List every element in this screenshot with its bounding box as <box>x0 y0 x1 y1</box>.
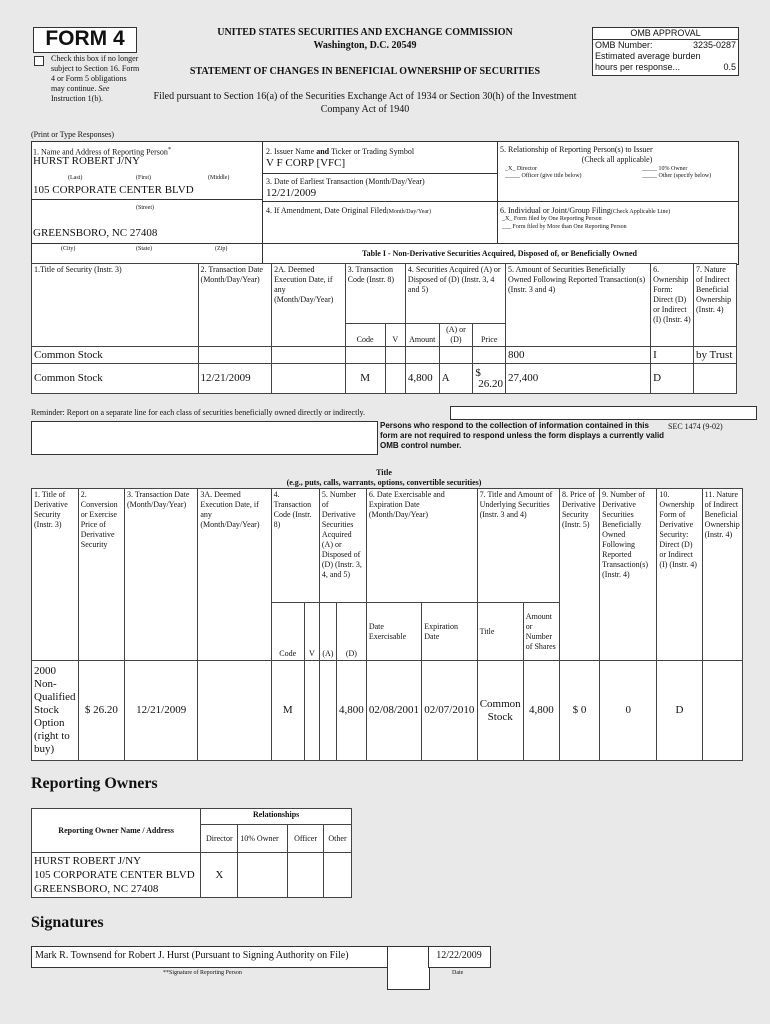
box1-label-mark: * <box>167 146 172 153</box>
t1-r1-amount <box>405 347 439 364</box>
t1-aord: (A) or (D) <box>439 324 473 347</box>
t1-r1-deemed <box>272 347 346 364</box>
t2-h3: 3. Transaction Date (Month/Day/Year) <box>124 489 197 661</box>
t1-r1-ad <box>439 347 473 364</box>
t2-r-owned: 0 <box>600 661 657 761</box>
t2-r-v <box>304 661 319 761</box>
t1-h3: 3. Transaction Code (Instr. 8) <box>345 264 405 324</box>
omb-burden-label: Estimated average burden <box>595 51 701 61</box>
box5-check: (Check all applicable) <box>581 155 653 164</box>
omb-number-row <box>593 40 738 51</box>
t1-h4: 4. Securities Acquired (A) or Disposed of (D) (Instr. 3, 4 and 5) <box>405 264 505 324</box>
t2-h7: 7. Title and Amount of Underlying Securities (Instr. 3 and 4) <box>477 489 559 603</box>
t2-r-security: 2000 Non-Qualified Stock Option (right to buy) <box>32 661 79 761</box>
owners-ten-pct: 10% Owner <box>238 825 288 853</box>
state-label: (State) <box>136 246 152 252</box>
t1-r2-price: 26.20 <box>478 377 504 390</box>
omb-approval-box <box>592 27 739 76</box>
t2-r-und-amount: 4,800 <box>523 661 559 761</box>
earliest-transaction-date: 12/21/2009 <box>266 187 317 199</box>
city-label: (City) <box>61 246 76 252</box>
t2-r-a <box>319 661 336 761</box>
persons-notice: Persons who respond to the collection of information contained in this form are not required to respond unless the form displays a currently valid OMB control number. <box>380 421 665 450</box>
t1-r1-v <box>385 347 405 364</box>
street-label: (Street) <box>136 205 154 211</box>
statement-title: STATEMENT OF CHANGES IN BENEFICIAL OWNERSHIP OF SECURITIES <box>189 66 541 77</box>
t2-r-conv: $ 26.20 <box>78 661 124 761</box>
t1-amount: Amount <box>405 324 439 347</box>
t2-v: V <box>304 603 319 661</box>
t2-h8: 8. Price of Derivative Security (Instr. 5) <box>559 489 599 661</box>
table2-title: Title <box>376 468 392 477</box>
t2-r-nature <box>702 661 742 761</box>
box4-label-small: (Month/Day/Year) <box>386 209 432 215</box>
t2-date-ex: Date Exercisable <box>366 603 421 661</box>
name-middle-label: (Middle) <box>208 175 230 181</box>
t2-r-deemed <box>198 661 271 761</box>
box5-director: _X_ Director <box>505 166 537 172</box>
t1-r2-date: 12/21/2009 <box>198 364 272 394</box>
reporting-person-city: GREENSBORO, NC 27408 <box>33 227 158 239</box>
signature-label: **Signature of Reporting Person <box>163 970 242 976</box>
owners-other: Other <box>324 825 352 853</box>
omb-number-value: 3235-0287 <box>692 40 736 50</box>
t2-amount-shares: Amount or Number of Shares <box>523 603 559 661</box>
issuer-name: V F CORP [VFC] <box>266 157 346 169</box>
zip-label: (Zip) <box>215 246 228 252</box>
owner-address-cell <box>32 853 201 898</box>
table-row <box>32 661 743 761</box>
print-or-type: (Print or Type Responses) <box>31 130 115 139</box>
agency-name: UNITED STATES SECURITIES AND EXCHANGE COMMISSION <box>217 27 513 38</box>
t1-code: Code <box>345 324 385 347</box>
reminder: Reminder: Report on a separate line for each class of securities beneficially owned directly or indirectly. <box>31 408 366 417</box>
reporting-person-name: HURST ROBERT J/NY <box>33 155 141 167</box>
checkbox-text-see: See <box>98 84 110 93</box>
t1-r1-title: Common Stock <box>32 347 199 364</box>
name-last-label: (Last) <box>68 175 83 181</box>
table-row <box>32 853 352 898</box>
box2-label-and: and <box>316 147 330 156</box>
signature-gap-box <box>387 946 430 990</box>
t1-r2-price-cell <box>473 364 506 394</box>
t2-h6: 6. Date Exercisable and Expiration Date (Month/Day/Year) <box>366 489 477 603</box>
reminder-right-box <box>450 406 757 420</box>
date-label: Date <box>452 970 464 976</box>
box6-label-small: (Check Applicable Line) <box>610 209 671 215</box>
sec-code: SEC 1474 (9-02) <box>668 422 723 431</box>
t2-r-d: 4,800 <box>336 661 366 761</box>
t1-h5: 5. Amount of Securities Beneficially Owned Following Reported Transaction(s) (Instr. 3 and 4) <box>506 264 651 347</box>
owners-col-name: Reporting Owner Name / Address <box>32 809 201 853</box>
t2-h3a: 3A. Deemed Execution Date, if any (Month/Day/Year) <box>198 489 271 661</box>
t1-h7: 7. Nature of Indirect Beneficial Ownership (Instr. 4) <box>694 264 737 347</box>
owner-other-mark <box>324 853 352 898</box>
owner-city: GREENSBORO, NC 27408 <box>34 883 159 895</box>
signature-date: 12/22/2009 <box>436 950 482 961</box>
box5-other: _____ Other (specify below) <box>642 173 712 179</box>
t1-r2-ad: A <box>439 364 473 394</box>
table1 <box>31 263 737 394</box>
checkbox-text-main: Check this box if no longer subject to Section 16. Form 4 or Form 5 obligations may continue. <box>51 54 140 93</box>
t1-r2-code: M <box>345 364 385 394</box>
t2-title: Title <box>477 603 523 661</box>
t2-h1: 1. Title of Derivative Security (Instr. 3) <box>32 489 79 661</box>
t1-r2-amount: 4,800 <box>405 364 439 394</box>
t2-code: Code <box>271 603 304 661</box>
table1-title: Table I - Non-Derivative Securities Acquired, Disposed of, or Beneficially Owned <box>362 249 637 258</box>
owners-relationships: Relationships <box>201 809 352 825</box>
t1-v: V <box>385 324 405 347</box>
t2-r-date: 12/21/2009 <box>124 661 197 761</box>
box6-label-text: 6. Individual or Joint/Group Filing <box>500 206 611 215</box>
t2-r-und-title: Common Stock <box>477 661 523 761</box>
omb-hours-label: hours per response... <box>595 62 681 72</box>
owners-officer: Officer <box>288 825 324 853</box>
t1-h2a: 2A. Deemed Execution Date, if any (Month/Day/Year) <box>272 264 346 347</box>
t1-h2: 2. Transaction Date (Month/Day/Year) <box>198 264 272 347</box>
t2-h11: 11. Nature of Indirect Beneficial Ownership (Instr. 4) <box>702 489 742 661</box>
reporting-owners-heading: Reporting Owners <box>31 775 158 792</box>
owner-name: HURST ROBERT J/NY <box>34 855 142 867</box>
box6-more: ___ Form filed by More than One Reporting Person <box>502 224 627 230</box>
t2-h10: 10. Ownership Form of Derivative Security: Direct (D) or Indirect (I) (Instr. 4) <box>657 489 702 661</box>
t1-r2-owned: 27,400 <box>506 364 651 394</box>
t1-r2-v <box>385 364 405 394</box>
table-row <box>32 347 737 364</box>
box4-label <box>266 206 431 216</box>
form-title: FORM 4 <box>45 27 125 50</box>
agency-city: Washington, D.C. 20549 <box>313 40 417 51</box>
t2-r-form: D <box>657 661 702 761</box>
name-first-label: (First) <box>136 175 151 181</box>
t2-exp: Expiration Date <box>422 603 477 661</box>
t1-r1-price <box>473 347 506 364</box>
omb-number-label: OMB Number: <box>595 40 653 50</box>
box2-label-a: 2. Issuer Name <box>266 147 315 156</box>
reporting-person-street: 105 CORPORATE CENTER BLVD <box>33 184 194 196</box>
t2-r-code: M <box>271 661 304 761</box>
t1-r2-title: Common Stock <box>32 364 199 394</box>
box2-label <box>266 147 414 157</box>
t1-price: Price <box>473 324 506 347</box>
t1-r2-price-sym: $ <box>475 366 481 379</box>
box3-label: 3. Date of Earliest Transaction (Month/Day/Year) <box>266 177 425 186</box>
box2-label-b: Ticker or Trading Symbol <box>330 147 415 156</box>
box6-one: _X_ Form filed by One Reporting Person <box>502 216 602 222</box>
t1-h1: 1.Title of Security (Instr. 3) <box>32 264 199 347</box>
checkbox-text <box>51 54 141 104</box>
box4-label-text: 4. If Amendment, Date Original Filed <box>266 206 387 215</box>
t1-r2-deemed <box>272 364 346 394</box>
omb-title: OMB APPROVAL <box>593 28 738 40</box>
t1-r2-form: D <box>651 364 694 394</box>
table2-subtitle: (e.g., puts, calls, warrants, options, convertible securities) <box>286 478 482 487</box>
t2-d: (D) <box>336 603 366 661</box>
t2-a: (A) <box>319 603 336 661</box>
owner-officer-mark <box>288 853 324 898</box>
box5-ten-pct: _____ 10% Owner <box>642 166 688 172</box>
reporting-owners-table <box>31 808 352 898</box>
box6-label <box>500 206 670 216</box>
owner-director-mark: X <box>201 853 238 898</box>
notice-left-box <box>31 421 378 455</box>
signer-name: Mark R. Townsend for Robert J. Hurst (Pursuant to Signing Authority on File) <box>35 950 349 961</box>
t1-r1-nature: by Trust <box>694 347 737 364</box>
omb-hours-value: 0.5 <box>723 62 736 72</box>
checkbox-text-instr: Instruction 1(b). <box>51 94 103 103</box>
owner-street: 105 CORPORATE CENTER BLVD <box>34 869 195 881</box>
t1-h6: 6. Ownership Form: Direct (D) or Indirect (I) (Instr. 4) <box>651 264 694 347</box>
filed-pursuant: Filed pursuant to Section 16(a) of the Securities Exchange Act of 1934 or Section 30(h) of the Investment Company Act of 1940 <box>153 91 577 115</box>
t1-r1-owned: 800 <box>506 347 651 364</box>
owner-ten-pct-mark <box>238 853 288 898</box>
omb-hours-row <box>593 62 738 73</box>
t2-r-price: $ 0 <box>559 661 599 761</box>
box5-label: 5. Relationship of Reporting Person(s) to Issuer <box>500 145 653 154</box>
t2-h4: 4. Transaction Code (Instr. 8) <box>271 489 319 603</box>
t1-r1-code <box>345 347 385 364</box>
table2 <box>31 488 743 761</box>
t2-h5: 5. Number of Derivative Securities Acquired (A) or Disposed of (D) (Instr. 3, 4, and 5) <box>319 489 366 603</box>
box1-label-text: 1. Name and Address of Reporting Person <box>33 147 168 157</box>
table-row <box>32 364 737 394</box>
t1-r1-form: I <box>651 347 694 364</box>
no-longer-subject-checkbox[interactable] <box>34 56 44 66</box>
t2-h2: 2. Conversion or Exercise Price of Derivative Security <box>78 489 124 661</box>
t2-h9: 9. Number of Derivative Securities Beneficially Owned Following Reported Transaction(s) (Instr. 4) <box>600 489 657 661</box>
signatures-heading: Signatures <box>31 914 104 931</box>
owners-director: Director <box>201 825 238 853</box>
box5-officer: _____ Officer (give title below) <box>505 173 582 179</box>
t1-r1-date <box>198 347 272 364</box>
t2-r-exercisable: 02/08/2001 <box>366 661 421 761</box>
t2-r-expiration: 02/07/2010 <box>422 661 477 761</box>
t1-r2-nature <box>694 364 737 394</box>
